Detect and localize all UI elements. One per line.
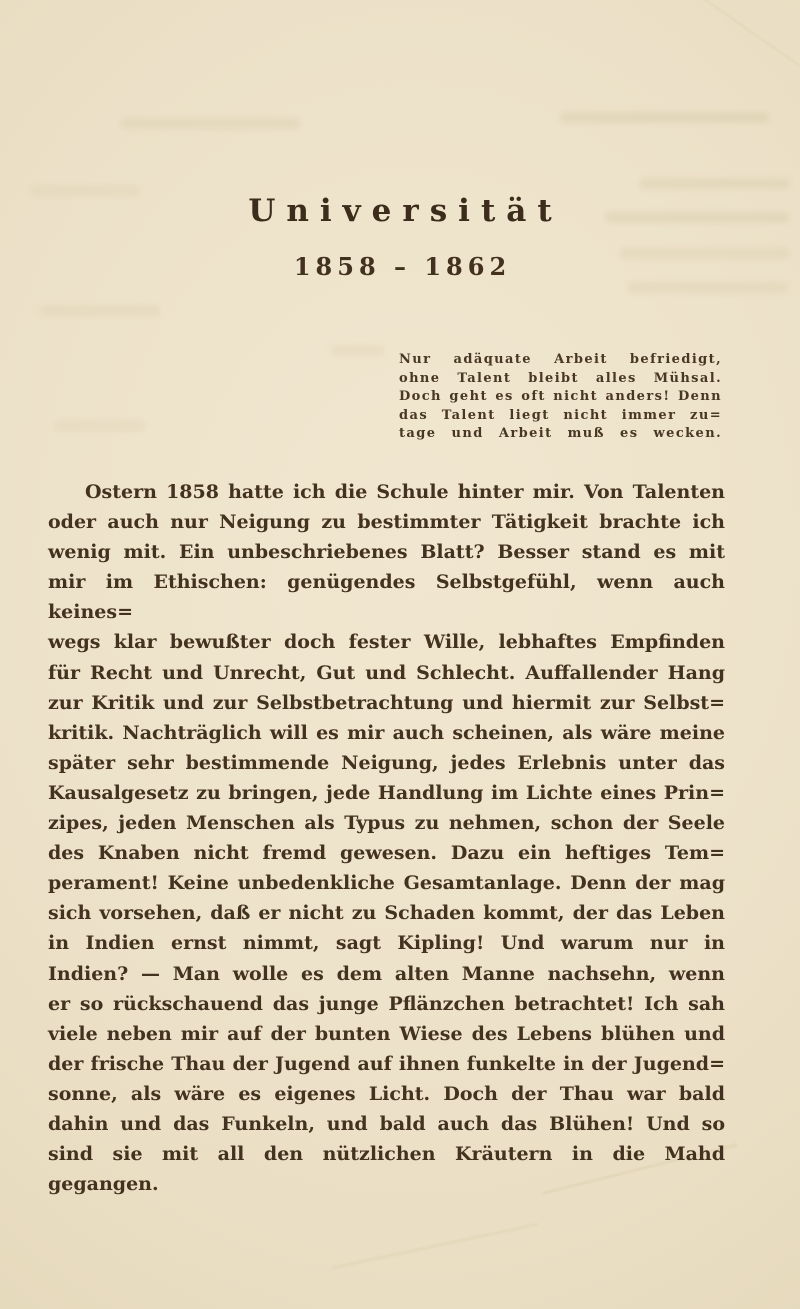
text-line: viele neben mir auf der bunten Wiese des Lebens blühen und: [48, 1022, 725, 1045]
bleed-through-smudge: [55, 420, 145, 431]
text-line: Ostern 1858 hatte ich die Schule hinter mir. Von Talenten: [85, 481, 725, 503]
text-line: sonne, als wäre es eigenes Licht. Doch der Thau war bald: [48, 1082, 725, 1105]
text-line: Kausalgesetz zu bringen, jede Handlung im Lichte eines Prin=: [48, 781, 725, 804]
text-line: in Indien ernst nimmt, sagt Kipling! Und warum nur in: [48, 932, 725, 955]
text-line: sind sie mit all den nützlichen Kräutern in die Mahd gegangen.: [48, 1143, 725, 1196]
text-line: kritik. Nachträglich will es mir auch scheinen, als wäre meine: [48, 721, 725, 744]
text-line: später sehr bestimmende Neigung, jedes Erlebnis unter das: [48, 751, 725, 774]
text-line: mir im Ethischen: genügendes Selbstgefühl, wenn auch keines=: [48, 571, 725, 624]
epigraph: [399, 351, 722, 444]
text-line: Nur adäquate Arbeit befriedigt,: [399, 352, 722, 367]
chapter-date-range: 1858 – 1862: [293, 252, 512, 281]
text-line: des Knaben nicht fremd gewesen. Dazu ein heftiges Tem=: [48, 842, 725, 865]
text-line: für Recht und Unrecht, Gut und Schlecht. Auffallender Hang: [48, 661, 725, 684]
chapter-title: Universität: [248, 193, 563, 229]
text-line: perament! Keine unbedenkliche Gesamtanlage. Denn der mag: [48, 872, 725, 895]
text-line: Indien? — Man wolle es dem alten Manne nachsehn, wenn: [48, 962, 725, 985]
paper-crease: [700, 0, 799, 66]
bleed-through-smudge: [628, 282, 788, 293]
bleed-through-smudge: [40, 305, 160, 316]
text-line: der frische Thau der Jugend auf ihnen funkelte in der Jugend=: [48, 1052, 725, 1075]
text-line: wegs klar bewußter doch fester Wille, lebhaftes Empfinden: [48, 631, 725, 654]
text-line: ohne Talent bleibt alles Mühsal.: [399, 370, 722, 386]
bleed-through-smudge: [640, 178, 790, 189]
text-line: wenig mit. Ein unbeschriebenes Blatt? Besser stand es mit: [48, 541, 725, 564]
paper-crease: [332, 1223, 538, 1269]
text-line: oder auch nur Neigung zu bestimmter Tätigkeit brachte ich: [48, 511, 725, 534]
bleed-through-smudge: [330, 345, 385, 356]
text-line: zipes, jeden Menschen als Typus zu nehmen, schon der Seele: [48, 812, 725, 835]
body-text: [48, 477, 725, 1199]
text-line: Doch geht es oft nicht anders! Denn: [399, 389, 722, 405]
text-line: dahin und das Funkeln, und bald auch das Blühen! Und so: [48, 1112, 725, 1135]
bleed-through-smudge: [120, 118, 300, 129]
text-line: tage und Arbeit muß es wecken.: [399, 426, 722, 442]
text-line: zur Kritik und zur Selbstbetrachtung und hiermit zur Selbst=: [48, 691, 725, 714]
text-line: er so rückschauend das junge Pflänzchen betrachtet! Ich sah: [48, 992, 725, 1015]
bleed-through-smudge: [560, 112, 770, 123]
text-line: das Talent liegt nicht immer zu=: [399, 407, 722, 423]
text-line: sich vorsehen, daß er nicht zu Schaden kommt, der das Leben: [48, 902, 725, 925]
